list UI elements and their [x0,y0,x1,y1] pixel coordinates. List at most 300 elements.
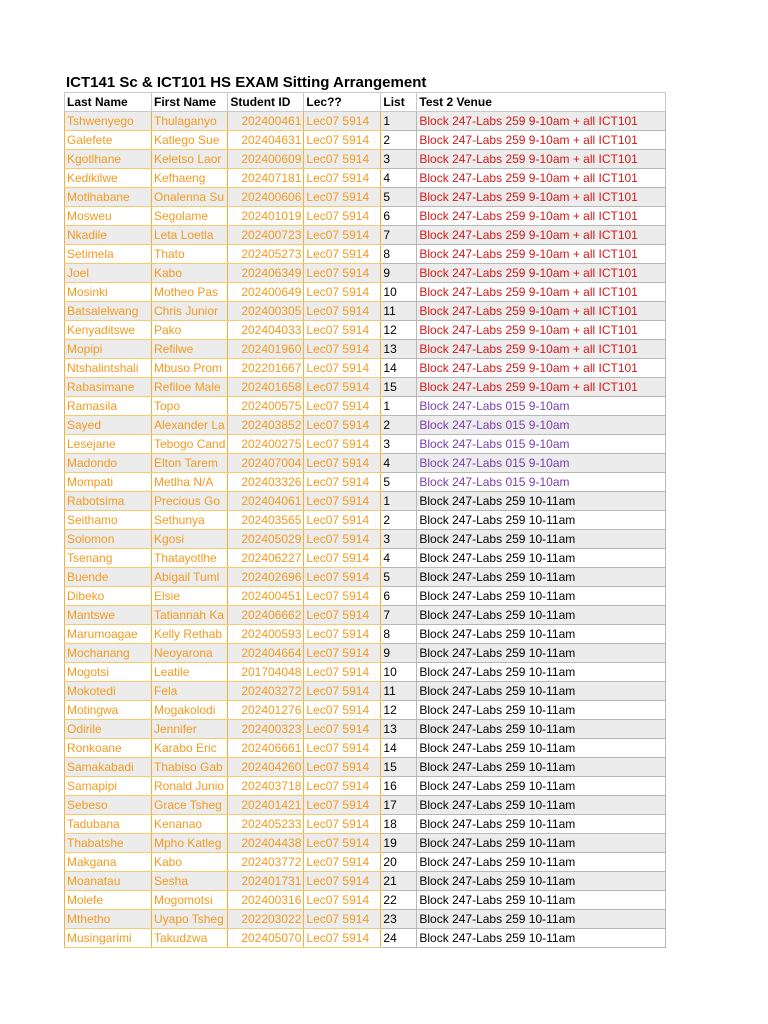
lec-cell[interactable]: Lec07 5914 [304,169,381,188]
last-name-cell[interactable]: Thabatshe [65,834,152,853]
venue-cell[interactable]: Block 247-Labs 259 10-11am [417,587,666,606]
last-name-cell[interactable]: Solomon [65,530,152,549]
first-name-cell[interactable]: Kenanao [152,815,228,834]
student-id-cell[interactable]: 202401019 [228,207,304,226]
student-id-cell[interactable]: 202401731 [228,872,304,891]
lec-cell[interactable]: Lec07 5914 [304,473,381,492]
student-id-cell[interactable]: 202400723 [228,226,304,245]
first-name-cell[interactable]: Kefhaeng [152,169,228,188]
venue-cell[interactable]: Block 247-Labs 259 9-10am + all ICT101 [417,359,666,378]
first-name-cell[interactable]: Thulaganyo [152,112,228,131]
last-name-cell[interactable]: Mantswe [65,606,152,625]
venue-cell[interactable]: Block 247-Labs 259 10-11am [417,910,666,929]
list-number-cell[interactable]: 3 [381,150,417,169]
venue-cell[interactable]: Block 247-Labs 259 9-10am + all ICT101 [417,131,666,150]
first-name-cell[interactable]: Keletso Laor [152,150,228,169]
table-row [65,207,666,226]
student-id-cell[interactable]: 202404664 [228,644,304,663]
list-number-cell[interactable]: 17 [381,796,417,815]
first-name-cell[interactable]: Thatayotlhe [152,549,228,568]
last-name-cell[interactable]: Molefe [65,891,152,910]
lec-cell[interactable]: Lec07 5914 [304,283,381,302]
first-name-cell[interactable]: Grace Tsheg [152,796,228,815]
first-name-cell[interactable]: Katlego Sue [152,131,228,150]
lec-cell[interactable]: Lec07 5914 [304,150,381,169]
header-first-name[interactable]: First Name [152,93,228,112]
venue-cell[interactable]: Block 247-Labs 259 9-10am + all ICT101 [417,207,666,226]
lec-cell[interactable]: Lec07 5914 [304,701,381,720]
lec-cell[interactable]: Lec07 5914 [304,720,381,739]
venue-cell[interactable]: Block 247-Labs 259 9-10am + all ICT101 [417,264,666,283]
last-name-cell[interactable]: Mokotedi [65,682,152,701]
first-name-cell[interactable]: Abigail Tuml [152,568,228,587]
student-id-cell[interactable]: 202400323 [228,720,304,739]
list-number-cell[interactable]: 15 [381,758,417,777]
list-number-cell[interactable]: 6 [381,207,417,226]
venue-cell[interactable]: Block 247-Labs 259 9-10am + all ICT101 [417,150,666,169]
lec-cell[interactable]: Lec07 5914 [304,587,381,606]
first-name-cell[interactable]: Pako [152,321,228,340]
venue-cell[interactable]: Block 247-Labs 259 10-11am [417,511,666,530]
last-name-cell[interactable]: Makgana [65,853,152,872]
first-name-cell[interactable]: Mbuso Prom [152,359,228,378]
last-name-cell[interactable]: Tshwenyego [65,112,152,131]
first-name-cell[interactable]: Segolame [152,207,228,226]
table-row [65,568,666,587]
last-name-cell[interactable]: Joel [65,264,152,283]
first-name-cell[interactable]: Alexander La [152,416,228,435]
student-id-cell[interactable]: 202400593 [228,625,304,644]
table-row [65,112,666,131]
lec-cell[interactable]: Lec07 5914 [304,891,381,910]
last-name-cell[interactable]: Samapipi [65,777,152,796]
student-id-cell[interactable]: 202405233 [228,815,304,834]
venue-cell[interactable]: Block 247-Labs 259 10-11am [417,929,666,948]
lec-cell[interactable]: Lec07 5914 [304,644,381,663]
venue-cell[interactable]: Block 247-Labs 259 10-11am [417,872,666,891]
last-name-cell[interactable]: Galefete [65,131,152,150]
list-number-cell[interactable]: 7 [381,606,417,625]
student-id-cell[interactable]: 202203022 [228,910,304,929]
list-number-cell[interactable]: 19 [381,834,417,853]
student-id-cell[interactable]: 202403718 [228,777,304,796]
last-name-cell[interactable]: Seithamo [65,511,152,530]
list-number-cell[interactable]: 9 [381,264,417,283]
student-id-cell[interactable]: 202406662 [228,606,304,625]
first-name-cell[interactable]: Thabiso Gab [152,758,228,777]
lec-cell[interactable]: Lec07 5914 [304,112,381,131]
venue-cell[interactable]: Block 247-Labs 015 9-10am [417,454,666,473]
student-id-cell[interactable]: 202400451 [228,587,304,606]
last-name-cell[interactable]: Rabasimane [65,378,152,397]
first-name-cell[interactable]: Karabo Eric [152,739,228,758]
student-id-cell[interactable]: 202400275 [228,435,304,454]
last-name-cell[interactable]: Samakabadi [65,758,152,777]
first-name-cell[interactable]: Sethunya [152,511,228,530]
last-name-cell[interactable]: Ntshalintshali [65,359,152,378]
table-row [65,150,666,169]
lec-cell[interactable]: Lec07 5914 [304,188,381,207]
table-row [65,340,666,359]
list-number-cell[interactable]: 5 [381,568,417,587]
list-number-cell[interactable]: 9 [381,644,417,663]
student-id-cell[interactable]: 202401421 [228,796,304,815]
list-number-cell[interactable]: 20 [381,853,417,872]
list-number-cell[interactable]: 4 [381,454,417,473]
venue-cell[interactable]: Block 247-Labs 259 9-10am + all ICT101 [417,226,666,245]
last-name-cell[interactable]: Sayed [65,416,152,435]
table-row [65,454,666,473]
list-number-cell[interactable]: 5 [381,473,417,492]
student-id-cell[interactable]: 202405029 [228,530,304,549]
list-number-cell[interactable]: 8 [381,245,417,264]
list-number-cell[interactable]: 14 [381,359,417,378]
student-id-cell[interactable]: 202404061 [228,492,304,511]
venue-cell[interactable]: Block 247-Labs 259 10-11am [417,834,666,853]
lec-cell[interactable]: Lec07 5914 [304,606,381,625]
venue-cell[interactable]: Block 247-Labs 259 10-11am [417,739,666,758]
list-number-cell[interactable]: 1 [381,492,417,511]
lec-cell[interactable]: Lec07 5914 [304,416,381,435]
first-name-cell[interactable]: Metlha N/A [152,473,228,492]
table-row [65,872,666,891]
first-name-cell[interactable]: Ronald Junio [152,777,228,796]
list-number-cell[interactable]: 10 [381,663,417,682]
student-id-cell[interactable]: 202404438 [228,834,304,853]
table-row [65,910,666,929]
first-name-cell[interactable]: Elsie [152,587,228,606]
first-name-cell[interactable]: Leta Loetla [152,226,228,245]
lec-cell[interactable]: Lec07 5914 [304,397,381,416]
last-name-cell[interactable]: Motingwa [65,701,152,720]
lec-cell[interactable]: Lec07 5914 [304,226,381,245]
student-id-cell[interactable]: 202400316 [228,891,304,910]
student-id-cell[interactable]: 202403772 [228,853,304,872]
first-name-cell[interactable]: Refiloe Male [152,378,228,397]
first-name-cell[interactable]: Mogakolodi [152,701,228,720]
list-number-cell[interactable]: 2 [381,511,417,530]
lec-cell[interactable]: Lec07 5914 [304,321,381,340]
venue-cell[interactable]: Block 247-Labs 259 10-11am [417,625,666,644]
first-name-cell[interactable]: Onalenna Su [152,188,228,207]
venue-cell[interactable]: Block 247-Labs 259 9-10am + all ICT101 [417,340,666,359]
header-venue[interactable]: Test 2 Venue [417,93,666,112]
venue-cell[interactable]: Block 247-Labs 259 9-10am + all ICT101 [417,321,666,340]
table-row [65,796,666,815]
lec-cell[interactable]: Lec07 5914 [304,853,381,872]
student-id-cell[interactable]: 202406661 [228,739,304,758]
list-number-cell[interactable]: 11 [381,302,417,321]
first-name-cell[interactable]: Topo [152,397,228,416]
last-name-cell[interactable]: Motlhabane [65,188,152,207]
lec-cell[interactable]: Lec07 5914 [304,359,381,378]
last-name-cell[interactable]: Kenyaditswe [65,321,152,340]
table-row [65,929,666,948]
first-name-cell[interactable]: Sesha [152,872,228,891]
lec-cell[interactable]: Lec07 5914 [304,340,381,359]
last-name-cell[interactable]: Lesejane [65,435,152,454]
table-row [65,625,666,644]
list-number-cell[interactable]: 13 [381,720,417,739]
venue-cell[interactable]: Block 247-Labs 259 10-11am [417,758,666,777]
student-id-cell[interactable]: 202400649 [228,283,304,302]
spreadsheet [64,73,666,948]
list-number-cell[interactable]: 7 [381,226,417,245]
venue-cell[interactable]: Block 247-Labs 259 10-11am [417,796,666,815]
first-name-cell[interactable]: Tebogo Cand [152,435,228,454]
list-number-cell[interactable]: 14 [381,739,417,758]
lec-cell[interactable]: Lec07 5914 [304,549,381,568]
list-number-cell[interactable]: 5 [381,188,417,207]
student-id-cell[interactable]: 202400305 [228,302,304,321]
venue-cell[interactable]: Block 247-Labs 259 10-11am [417,815,666,834]
last-name-cell[interactable]: Mompati [65,473,152,492]
last-name-cell[interactable]: Kgotlhane [65,150,152,169]
student-id-cell[interactable]: 202400609 [228,150,304,169]
table-row [65,245,666,264]
last-name-cell[interactable]: Dibeko [65,587,152,606]
first-name-cell[interactable]: Kelly Rethab [152,625,228,644]
lec-cell[interactable]: Lec07 5914 [304,245,381,264]
venue-cell[interactable]: Block 247-Labs 259 10-11am [417,530,666,549]
venue-cell[interactable]: Block 247-Labs 259 9-10am + all ICT101 [417,302,666,321]
last-name-cell[interactable]: Tsenang [65,549,152,568]
list-number-cell[interactable]: 1 [381,397,417,416]
lec-cell[interactable]: Lec07 5914 [304,530,381,549]
last-name-cell[interactable]: Kedikilwe [65,169,152,188]
list-number-cell[interactable]: 4 [381,169,417,188]
student-id-cell[interactable]: 202403326 [228,473,304,492]
list-number-cell[interactable]: 1 [381,112,417,131]
venue-cell[interactable]: Block 247-Labs 259 10-11am [417,777,666,796]
lec-cell[interactable]: Lec07 5914 [304,454,381,473]
last-name-cell[interactable]: Moanatau [65,872,152,891]
student-id-cell[interactable]: 202401960 [228,340,304,359]
list-number-cell[interactable]: 6 [381,587,417,606]
lec-cell[interactable]: Lec07 5914 [304,378,381,397]
venue-cell[interactable]: Block 247-Labs 259 9-10am + all ICT101 [417,188,666,207]
venue-cell[interactable]: Block 247-Labs 259 9-10am + all ICT101 [417,245,666,264]
student-id-cell[interactable]: 202401276 [228,701,304,720]
lec-cell[interactable]: Lec07 5914 [304,663,381,682]
first-name-cell[interactable]: Mpho Katleg [152,834,228,853]
lec-cell[interactable]: Lec07 5914 [304,758,381,777]
last-name-cell[interactable]: Ronkoane [65,739,152,758]
list-number-cell[interactable]: 12 [381,321,417,340]
venue-cell[interactable]: Block 247-Labs 259 10-11am [417,644,666,663]
student-id-cell[interactable]: 202406227 [228,549,304,568]
student-id-cell[interactable]: 202403852 [228,416,304,435]
student-id-cell[interactable]: 202403272 [228,682,304,701]
venue-cell[interactable]: Block 247-Labs 259 10-11am [417,549,666,568]
venue-cell[interactable]: Block 247-Labs 259 10-11am [417,606,666,625]
student-id-cell[interactable]: 202404260 [228,758,304,777]
page-title: ICT141 Sc & ICT101 HS EXAM Sitting Arrangement [66,74,427,91]
venue-cell[interactable]: Block 247-Labs 259 10-11am [417,682,666,701]
venue-cell[interactable]: Block 247-Labs 259 10-11am [417,663,666,682]
first-name-cell[interactable]: Leatile [152,663,228,682]
list-number-cell[interactable]: 16 [381,777,417,796]
student-id-cell[interactable]: 201704048 [228,663,304,682]
first-name-cell[interactable]: Precious Go [152,492,228,511]
student-id-cell[interactable]: 202405273 [228,245,304,264]
last-name-cell[interactable]: Nkadile [65,226,152,245]
lec-cell[interactable]: Lec07 5914 [304,492,381,511]
last-name-cell[interactable]: Marumoagae [65,625,152,644]
list-number-cell[interactable]: 15 [381,378,417,397]
table-row [65,416,666,435]
last-name-cell[interactable]: Tadubana [65,815,152,834]
table-row [65,359,666,378]
first-name-cell[interactable]: Kabo [152,264,228,283]
lec-cell[interactable]: Lec07 5914 [304,910,381,929]
lec-cell[interactable]: Lec07 5914 [304,302,381,321]
student-id-cell[interactable]: 202402696 [228,568,304,587]
first-name-cell[interactable]: Takudzwa [152,929,228,948]
list-number-cell[interactable]: 11 [381,682,417,701]
first-name-cell[interactable]: Fela [152,682,228,701]
table-row [65,131,666,150]
list-number-cell[interactable]: 2 [381,416,417,435]
last-name-cell[interactable]: Buende [65,568,152,587]
venue-cell[interactable]: Block 247-Labs 015 9-10am [417,416,666,435]
last-name-cell[interactable]: Mogotsi [65,663,152,682]
list-number-cell[interactable]: 3 [381,530,417,549]
lec-cell[interactable]: Lec07 5914 [304,815,381,834]
venue-cell[interactable]: Block 247-Labs 259 9-10am + all ICT101 [417,283,666,302]
last-name-cell[interactable]: Mosinki [65,283,152,302]
last-name-cell[interactable]: Mopipi [65,340,152,359]
venue-cell[interactable]: Block 247-Labs 259 9-10am + all ICT101 [417,169,666,188]
venue-cell[interactable]: Block 247-Labs 015 9-10am [417,435,666,454]
first-name-cell[interactable]: Motheo Pas [152,283,228,302]
venue-cell[interactable]: Block 247-Labs 259 10-11am [417,891,666,910]
student-id-cell[interactable]: 202407004 [228,454,304,473]
student-id-cell[interactable]: 202400575 [228,397,304,416]
list-number-cell[interactable]: 3 [381,435,417,454]
first-name-cell[interactable]: Kgosi [152,530,228,549]
last-name-cell[interactable]: Mosweu [65,207,152,226]
first-name-cell[interactable]: Chris Junior [152,302,228,321]
student-id-cell[interactable]: 202403565 [228,511,304,530]
table-row [65,188,666,207]
venue-cell[interactable]: Block 247-Labs 259 10-11am [417,492,666,511]
list-number-cell[interactable]: 13 [381,340,417,359]
list-number-cell[interactable]: 18 [381,815,417,834]
lec-cell[interactable]: Lec07 5914 [304,264,381,283]
last-name-cell[interactable]: Musingarimi [65,929,152,948]
last-name-cell[interactable]: Mthetho [65,910,152,929]
lec-cell[interactable]: Lec07 5914 [304,929,381,948]
venue-cell[interactable]: Block 247-Labs 015 9-10am [417,473,666,492]
first-name-cell[interactable]: Neoyarona [152,644,228,663]
venue-cell[interactable]: Block 247-Labs 259 10-11am [417,853,666,872]
list-number-cell[interactable]: 21 [381,872,417,891]
list-number-cell[interactable]: 8 [381,625,417,644]
student-id-cell[interactable]: 202404033 [228,321,304,340]
lec-cell[interactable]: Lec07 5914 [304,834,381,853]
header-student-id[interactable]: Student ID [228,93,304,112]
last-name-cell[interactable]: Batsalelwang [65,302,152,321]
header-list[interactable]: List [381,93,417,112]
lec-cell[interactable]: Lec07 5914 [304,131,381,150]
student-id-cell[interactable]: 202404631 [228,131,304,150]
first-name-cell[interactable]: Jennifer [152,720,228,739]
lec-cell[interactable]: Lec07 5914 [304,207,381,226]
student-id-cell[interactable]: 202400461 [228,112,304,131]
first-name-cell[interactable]: Thato [152,245,228,264]
table-row [65,891,666,910]
venue-cell[interactable]: Block 247-Labs 259 10-11am [417,701,666,720]
venue-cell[interactable]: Block 247-Labs 259 9-10am + all ICT101 [417,112,666,131]
venue-cell[interactable]: Block 247-Labs 015 9-10am [417,397,666,416]
table-row [65,720,666,739]
table-row [65,264,666,283]
lec-cell[interactable]: Lec07 5914 [304,739,381,758]
table-row [65,511,666,530]
seating-table [64,92,666,948]
lec-cell[interactable]: Lec07 5914 [304,511,381,530]
last-name-cell[interactable]: Sebeso [65,796,152,815]
first-name-cell[interactable]: Tatiannah Ka [152,606,228,625]
first-name-cell[interactable]: Kabo [152,853,228,872]
venue-cell[interactable]: Block 247-Labs 259 10-11am [417,568,666,587]
last-name-cell[interactable]: Setimela [65,245,152,264]
student-id-cell[interactable]: 202201667 [228,359,304,378]
table-row [65,435,666,454]
lec-cell[interactable]: Lec07 5914 [304,796,381,815]
last-name-cell[interactable]: Madondo [65,454,152,473]
lec-cell[interactable]: Lec07 5914 [304,777,381,796]
first-name-cell[interactable]: Refilwe [152,340,228,359]
last-name-cell[interactable]: Mochanang [65,644,152,663]
table-row [65,169,666,188]
list-number-cell[interactable]: 23 [381,910,417,929]
first-name-cell[interactable]: Mogomotsi [152,891,228,910]
student-id-cell[interactable]: 202400606 [228,188,304,207]
list-number-cell[interactable]: 12 [381,701,417,720]
table-row [65,853,666,872]
student-id-cell[interactable]: 202407181 [228,169,304,188]
lec-cell[interactable]: Lec07 5914 [304,435,381,454]
header-lec[interactable]: Lec?? [304,93,381,112]
student-id-cell[interactable]: 202401658 [228,378,304,397]
venue-cell[interactable]: Block 247-Labs 259 10-11am [417,720,666,739]
list-number-cell[interactable]: 2 [381,131,417,150]
table-row [65,606,666,625]
first-name-cell[interactable]: Elton Tarem [152,454,228,473]
table-row [65,283,666,302]
table-row [65,815,666,834]
lec-cell[interactable]: Lec07 5914 [304,625,381,644]
lec-cell[interactable]: Lec07 5914 [304,872,381,891]
student-id-cell[interactable]: 202405070 [228,929,304,948]
last-name-cell[interactable]: Rabotsima [65,492,152,511]
list-number-cell[interactable]: 24 [381,929,417,948]
first-name-cell[interactable]: Uyapo Tsheg [152,910,228,929]
list-number-cell[interactable]: 10 [381,283,417,302]
student-id-cell[interactable]: 202406349 [228,264,304,283]
table-row [65,226,666,245]
last-name-cell[interactable]: Ramasila [65,397,152,416]
header-last-name[interactable]: Last Name [65,93,152,112]
lec-cell[interactable]: Lec07 5914 [304,682,381,701]
list-number-cell[interactable]: 22 [381,891,417,910]
last-name-cell[interactable]: Odirile [65,720,152,739]
lec-cell[interactable]: Lec07 5914 [304,568,381,587]
list-number-cell[interactable]: 4 [381,549,417,568]
venue-cell[interactable]: Block 247-Labs 259 9-10am + all ICT101 [417,378,666,397]
